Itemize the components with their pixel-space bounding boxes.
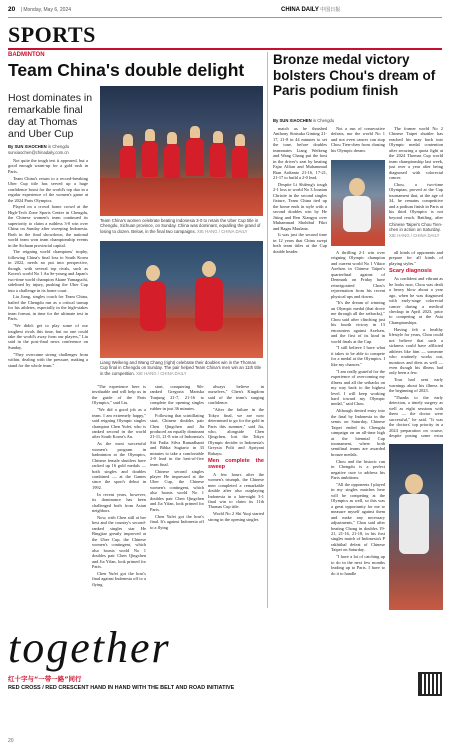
byline-email: sunxiaochen@chinadaily.com.cn bbox=[8, 149, 69, 155]
lead-column-1 bbox=[8, 158, 88, 610]
issue-date: | Monday, May 6, 2024 bbox=[20, 7, 72, 13]
paragraph: "I am really grateful for the experience of overcoming my illness and all the setbacks on my way back to the highest level. I will keep working hard toward my Olympic medal," said Chou. bbox=[331, 368, 385, 407]
photo-credit: XIE HANG / CHINA DAILY bbox=[136, 370, 187, 376]
caption-text: Team China's women celebrate beating Indonesia 3-0 to retain the Uber Cup title in Chengdu, Sichuan province, on Sunday. China was dominant, equalling the grand of losing to dozen. Below, in the final two campaigns. bbox=[100, 218, 261, 234]
paragraph: Played on a crowd home crowd at the High-Tech Zone Sports Center in Chengdu, the Chinese women's team continued its superiority to claim a ruthless 3-0 win over China on Sunday after sweeping Indonesia. Both in the final showdown, the national world team won team championship events in the Sichuan provincial capital. bbox=[8, 204, 88, 248]
paragraph: Although denied entry into the final by Indonesia in the semis on Saturday, Chinese Taipei ended its Chengdu campaign on an all-time high at the biennial Cup tournament, where both semifinal teams are awarded bronze medals. bbox=[331, 408, 385, 457]
paragraph: always believe in ourselves," Chen's Kingdom said of the team's surging confidence. bbox=[208, 384, 264, 406]
paragraph: It was just the second time in 12 years that China swept both team titles at the Cup double header. bbox=[273, 232, 327, 254]
chou-action-photo bbox=[389, 444, 443, 610]
qr-code-icon[interactable] bbox=[418, 672, 442, 696]
lead-column-2 bbox=[92, 384, 146, 610]
paragraph: A few hours after the women's triumph, the Chinese men completed a remarkable double after also outplaying Indonesia in a late-night 3-1 final win to claim its 11th Thomas Cup title. bbox=[208, 471, 264, 510]
uber-cup-celebration-photo bbox=[100, 86, 263, 216]
paragraph: As confident and vibrant as he looks now, Chou was dealt a heavy blow about a year ago, when he was diagnosed with early-stage colorectal cancer during a medical checkup in April 2023, prior to competing at the Asia Championships. bbox=[389, 276, 443, 325]
paragraph: "Thanks to the early detection, a timely surgery as well as eight sessions with them — the doctor were successful," he said. "It was the doctors' top priority in a 2024 preparation on course, despite posing some extra bbox=[389, 395, 443, 439]
feature-column-3 bbox=[331, 250, 385, 610]
lead-headline: Team China's double delight bbox=[8, 60, 245, 80]
paragraph: Tour had sent early warnings about his illness in the beginning of 2023. bbox=[389, 377, 443, 394]
paper-title: CHINA DAILY bbox=[281, 7, 319, 13]
lead-story bbox=[8, 52, 263, 80]
paragraph: Liu Jiang, singles coach for Team China, hailed the Chengdu run as a critical turnup for his athletes, especially in the high-stakes team format, in time for the ultimate test in Paris. bbox=[8, 294, 88, 322]
photo3-caption bbox=[389, 222, 443, 238]
byline-name: By SUN XIAOCHEN bbox=[273, 118, 312, 123]
lead-column-3 bbox=[150, 384, 204, 610]
paragraph: The reigning world champions' trophy, following China's final loss to South Korea in 2022, needs no put into perspective, though, with several top rivals, such as Korea's world No 1 An Se-young and Japan's two-time world champion Akane Yamaguchi, sidelined by injury, pushing the Uber Cup into a challenge in its home court. bbox=[8, 249, 88, 293]
column-divider bbox=[267, 52, 268, 608]
photo1-caption bbox=[100, 218, 263, 234]
paper-name bbox=[281, 6, 450, 13]
paragraph: Now, with Chen still at her best and the country's second-ranked singles star He Bingjiao greatly improved at the Uber Cup, the Chinese women's contingent, which also boasts world No 1 doubles pair Chen Qingchen and Jia Yifan, look primed for Paris. bbox=[92, 514, 146, 570]
page-number: 20 bbox=[8, 6, 16, 13]
paragraph: Not quite the tough test it appeared, but a good enough warm-up for a gold rush in Paris. bbox=[8, 158, 88, 174]
byline-place: in Chengdu bbox=[312, 118, 335, 123]
section-rule bbox=[8, 48, 442, 50]
byline-name: By SUN XIAOCHEN bbox=[8, 144, 47, 149]
banner-english: RED CROSS / RED CRESCENT HAND IN HAND WITH THE BELT AND ROAD INITIATIVE bbox=[8, 685, 235, 691]
paragraph: "The experience here is invaluable and will help us in the guide of the Paris Olympics," said Liu. bbox=[92, 384, 146, 406]
paragraph: start, conquering 9th-ranked Gregoria Mariska Tunjung 21-7, 21-16 to complete the opening singles rubber in just 36 minutes. bbox=[150, 384, 204, 411]
lead-column-4 bbox=[208, 384, 264, 610]
paragraph: all kinds of opponents and prepare for all kinds of playing styles." bbox=[389, 250, 443, 266]
paragraph: "I have a lot of catching up to do in the next few months leading up to Paris. I have to do it to handle bbox=[331, 554, 385, 576]
paragraph: "All the opponents I played in my singles matches here will be competing at the Olympics as well, so this was a great opportunity for me to measure myself against them and make any necessary adjustments," Chou said after beating Chong in doubles 19-21, 21-16, 21-18, in his first singles match of Indonesia's P rakhtihal defeat of Chinese Taipei on Saturday. bbox=[331, 481, 385, 553]
paragraph: Having felt a healthy lifestyle for years, Chou could not believe that such a sickness could have afflicted athletes like him — someone who routinely works out, monitors and diets as well — even though his illness had only been a few. bbox=[389, 326, 443, 376]
chou-tien-chen-photo bbox=[331, 160, 385, 246]
paragraph: Team China's return to a record-breaking Uber Cup title has served up a huge confidence boost for the world's top duo in a regular experience of the women's game at the 2024 Paris Olympics. bbox=[8, 175, 88, 203]
paragraph: "We did a good job as a team. I am extremely happy," said reigning Olympic singles champion Chen Yufei, who is ranked second in the world after South Korea's An. bbox=[92, 407, 146, 440]
feature-intro bbox=[331, 126, 385, 156]
photo2-caption bbox=[100, 360, 263, 376]
subhead-men: Men complete the sweep bbox=[208, 458, 264, 470]
paragraph: In recent years, however, its dominance has been challenged both from Asian neighbors. bbox=[92, 491, 146, 514]
paragraph: "I still believe I have what it takes to be able to compete for a medal at the Olympics. I like my chances." bbox=[331, 345, 385, 367]
paragraph: A thrilling 2-1 win over reigning Olympic champion and current world No 1 Viktor Axelsen in Chinese Taipei's quarterfinal against of Denmark on Friday have reinvigorated Chou's rejuvenation from his recent physical ups and downs. bbox=[331, 250, 385, 299]
paragraph: World No 2 Shi Yuqi started strong in the opening singles bbox=[208, 511, 264, 522]
footer-page-number: 20 bbox=[8, 738, 14, 744]
paragraph: "They overcame strong challenges from within, dealing with the pressure, making a stand for the whole team." bbox=[8, 351, 88, 368]
photo-credit: XIE HANG / CHINA DAILY bbox=[389, 232, 440, 238]
subhead-diagnosis: Scary diagnosis bbox=[389, 268, 432, 275]
paragraph: Despite Li Shifeng's tough 2-1 loss to world No 3 Jonatan Christie in the second singles fixture, Team China tied up the home ends in style with a second doubles win by He Jiting and Ren Xiangyu over Muhammad Shohibul Fikri and Bagas Maulana. bbox=[273, 181, 327, 231]
paragraph: The former world No 2 Chinese Taipei shuttler has reached his may back into Olympic medal contention after securing a quota fight at the 2024 Thomas Cup world team championship last week, just over a year after being diagnosed with colorectal cancer. bbox=[389, 126, 443, 181]
caption-text: Chinese Taipei's Chou Tien-chen in action on Saturday. bbox=[389, 222, 443, 233]
section-title: SPORTS bbox=[8, 22, 96, 47]
banner-chinese: 红十字与“一带一路”同行 bbox=[8, 675, 82, 683]
kicker: BADMINTON bbox=[8, 52, 45, 58]
photo-credit: XIE HANG / CHINA DAILY bbox=[197, 228, 248, 234]
paragraph: "It's the dream of winning an Olympic medal (that drove me through all the setbacks)," Chou said after clinching just his fourth victory in 13 encounters against Axelsen, and the first of its kind in world finals at the Cup. bbox=[331, 300, 385, 344]
feature-column-2 bbox=[389, 126, 443, 220]
paragraph: Following that scintillating start, Chinese doubles pair Chen Qingchen and Jia produced an equally dominant 21-11, 21-8 win of Indonesia's Siti Fadia Silva Ramadhanti and Ribka Sugiarto in 33 minutes to take a comfortable 2-0 lead in the best-of-five team final. bbox=[150, 412, 204, 467]
thomas-cup-doubles-photo bbox=[100, 241, 263, 358]
masthead-rule bbox=[8, 17, 442, 18]
paragraph: "After the failure in the Tokyo final, we are now determined to go for the gold in Paris this summer," said Jia, who, alongside Chen Qingchen, lost the Tokyo Olympic decider to Indonesia's Greysia Polii and Apriyani Rahayu. bbox=[208, 407, 264, 456]
paragraph: Chinese second singles player He impressed at the Uber Cup, the Chinese women's contingent, which also boasts world No 1 doubles pair Chen Qingchen and Jia Yifan, look primed for Paris. bbox=[150, 468, 204, 512]
feature-byline bbox=[273, 118, 363, 124]
feature-story bbox=[273, 52, 443, 99]
lead-byline bbox=[8, 144, 94, 155]
caption-text: Liang Weikeng and Wang Chang (right) celebrate their doubles win in the Thomas Cup final in Chengdu on Sunday. The pair helped Team China's men win an 11th title in the competition. bbox=[100, 360, 262, 376]
paragraph: Chen Yufei got the host's final. It's against Indonesia off to a flying bbox=[150, 513, 204, 530]
paragraph: Chou and the historic run in Chengdu is a perfect negative cure to address his Paris ambitions. bbox=[331, 458, 385, 481]
feature-headline: Bronze medal victory bolsters Chou's dream of Paris podium finish bbox=[273, 52, 436, 98]
paragraph: match as he thrashed Anthony Sinisuka Ginting 21-17, 21-8 in 44 minutes to set the tone, before doubles teammates Liang Weikeng and Wang Chang put the host in the driver's seat by beating Fajar Alfian and Muhammad Rian Ardianto 21-16, 17-21, 21-17 to build a 2-0 lead. bbox=[273, 126, 327, 181]
paragraph: As the most successful women's program in badminton at the Olympics, Chinese female shuttlers have racked up 16 gold medals — both singles and doubles combined — at the Games since the sport's debut in 1992. bbox=[92, 441, 146, 490]
banner-word: together bbox=[8, 623, 171, 672]
paragraph: Chou, a two-time Olympian, proved at the Cup tournament that, at the age of 34, he remains competitive and a podium finish in Paris at his third Olympics is not beyond reach. Battling, after bbox=[389, 181, 443, 220]
advertisement-banner bbox=[8, 622, 442, 734]
lead-deck: Host dominates in remarkable final day at Thomas and Uber Cup bbox=[8, 92, 93, 140]
feature-column-1 bbox=[273, 126, 327, 610]
paragraph: "We didn't get to play some of our toughest rivals this time, but no one could take the world's away from our players," Liu said in the post-final news conference on Sunday. bbox=[8, 323, 88, 350]
paragraph: Not a run of consecutive defeats, nor the world No 1 and not even cancer can stop Chou Tien-chen from chasing his Olympic dream. bbox=[331, 126, 385, 153]
paper-title-cn: 中国日报 bbox=[320, 7, 341, 13]
byline-place: in Chengdu bbox=[47, 144, 70, 149]
paragraph: Chen Yufei got the host's final against Indonesia off to a flying bbox=[92, 570, 146, 587]
feature-column-4 bbox=[389, 250, 443, 440]
